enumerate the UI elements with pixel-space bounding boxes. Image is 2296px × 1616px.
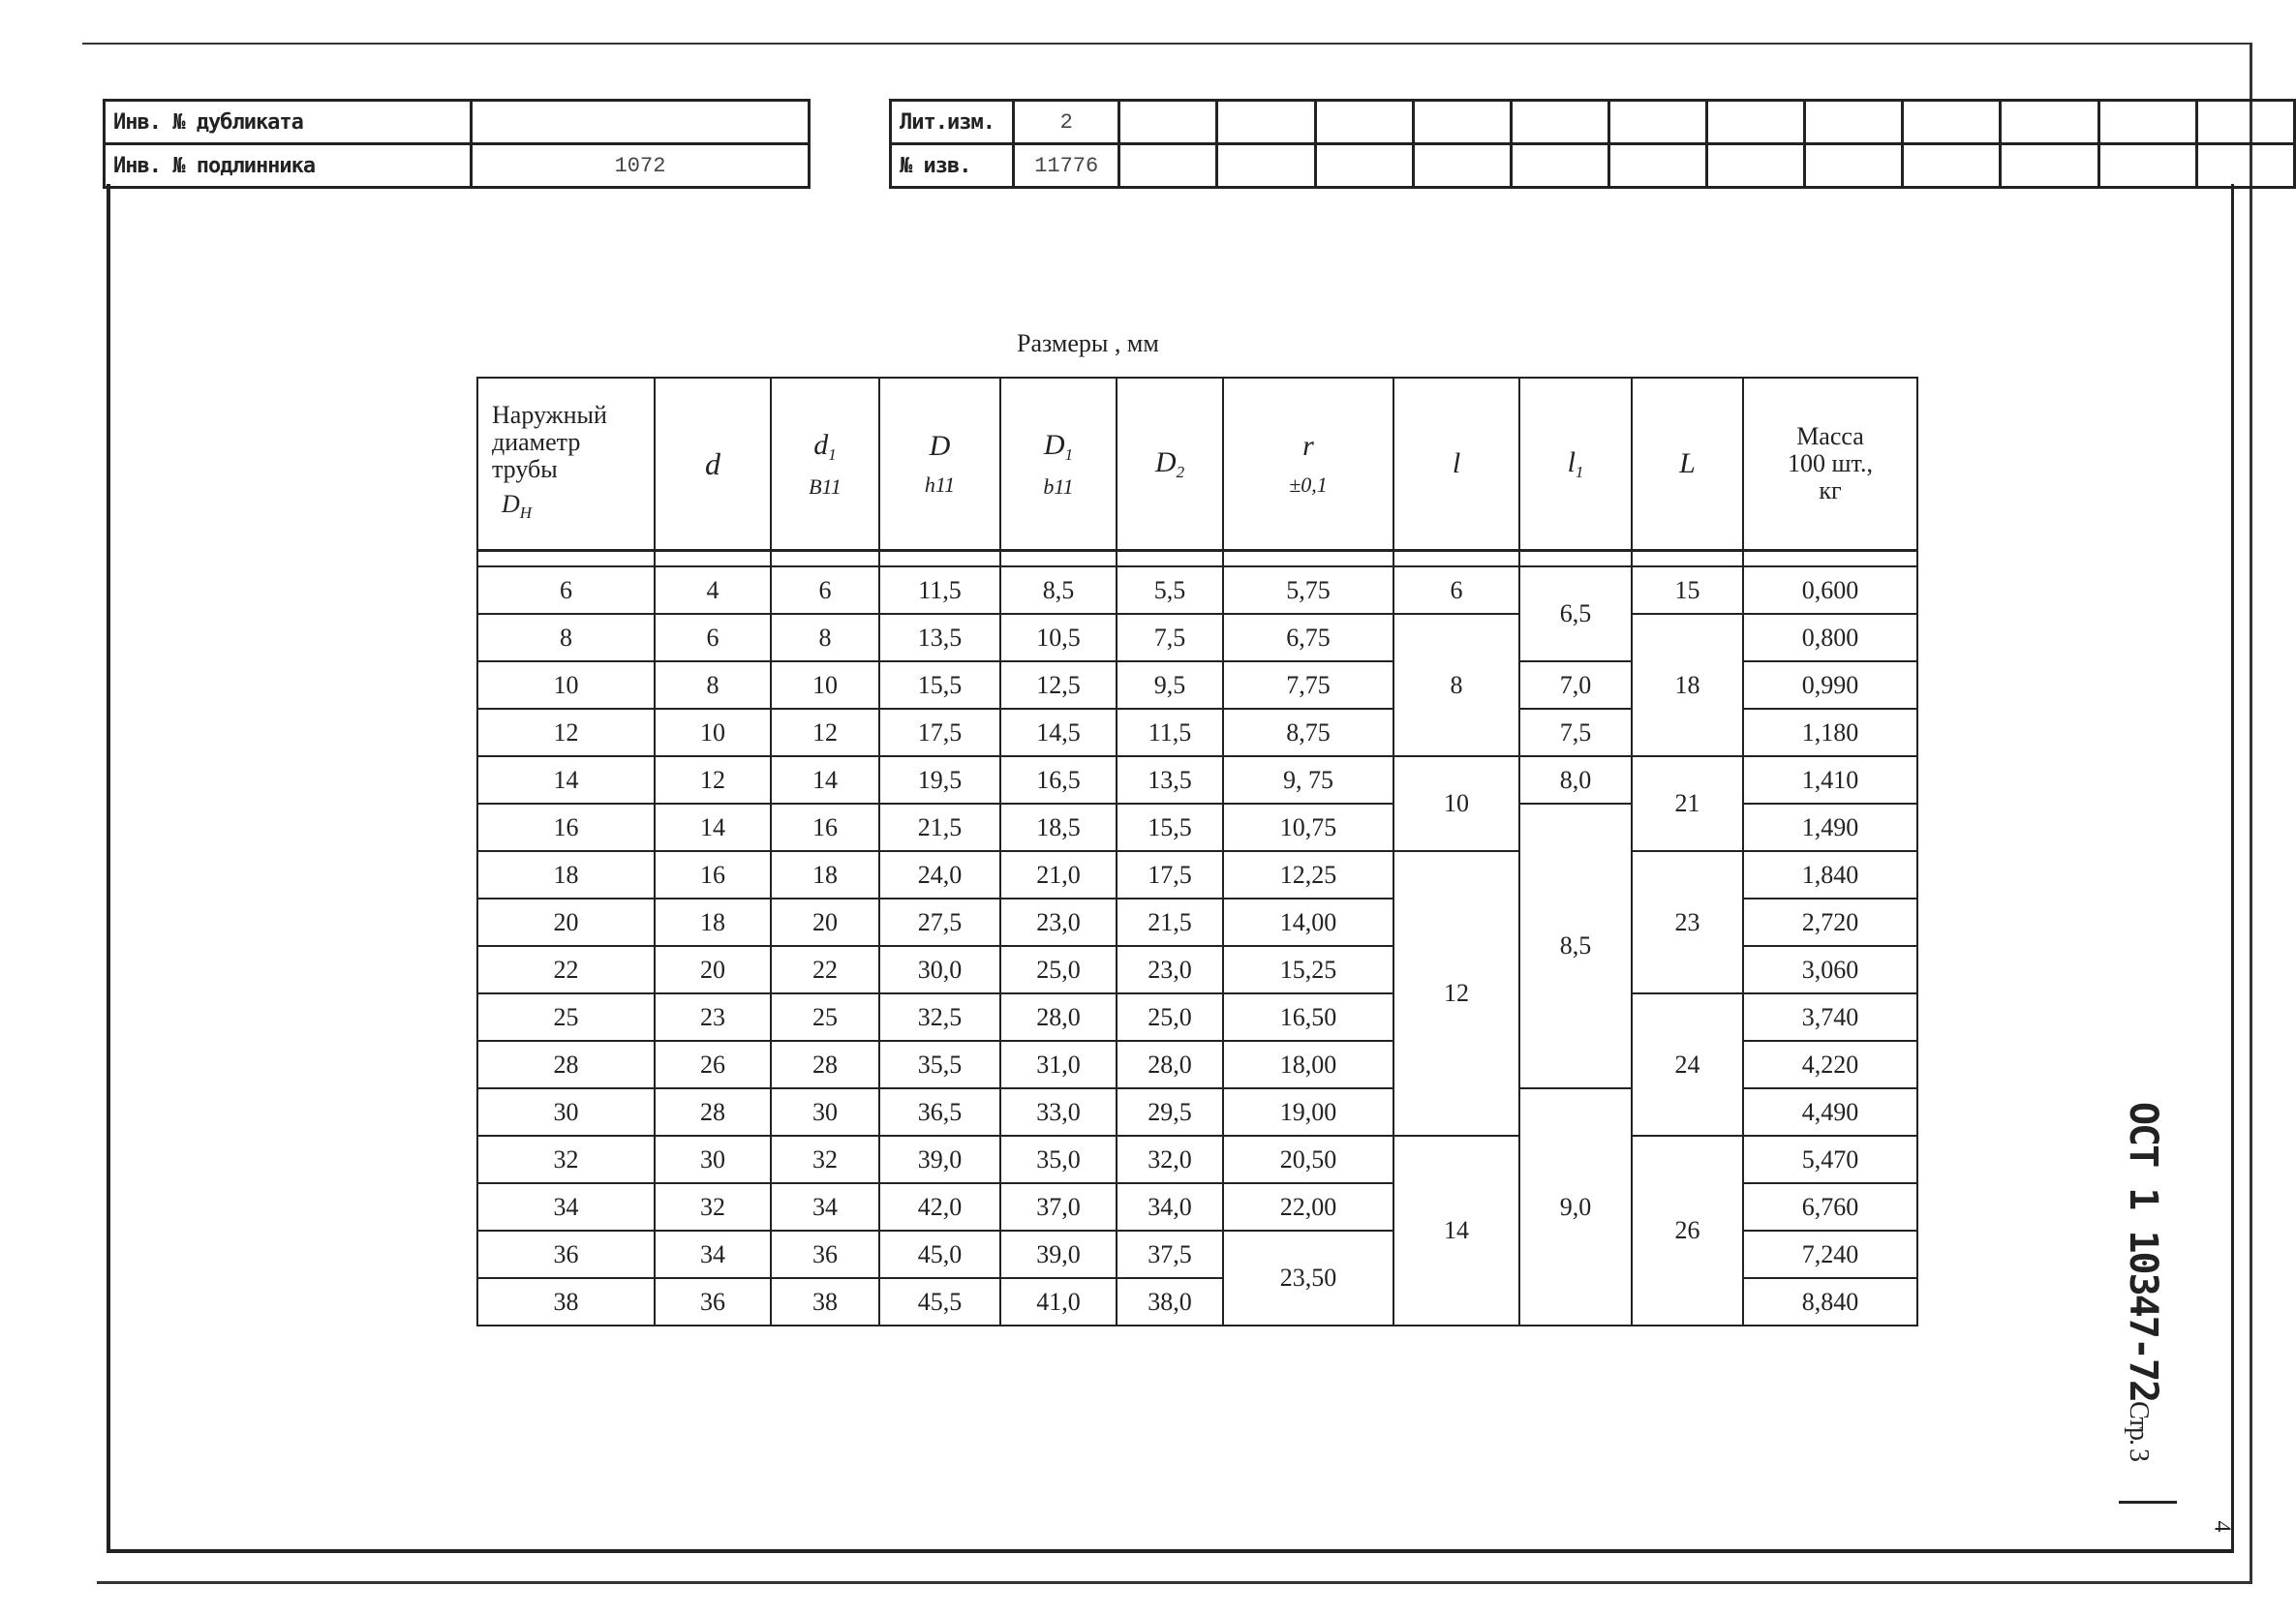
cell-mass: 0,800 <box>1743 614 1917 661</box>
cell-r: 23,50 <box>1223 1231 1393 1326</box>
cell-mass: 3,060 <box>1743 946 1917 993</box>
cell-D2: 38,0 <box>1117 1278 1223 1326</box>
cell-mass: 4,220 <box>1743 1041 1917 1088</box>
cell-d1: 16 <box>771 804 879 851</box>
cell-D: 32,5 <box>879 993 1000 1041</box>
cell-outer-diameter: 28 <box>477 1041 655 1088</box>
cell-D2: 23,0 <box>1117 946 1223 993</box>
cell-D2: 29,5 <box>1117 1088 1223 1136</box>
cell-l1: 6,5 <box>1519 566 1632 661</box>
cell-D: 39,0 <box>879 1136 1000 1183</box>
cell-D: 17,5 <box>879 709 1000 756</box>
cell-l: 8 <box>1393 614 1519 756</box>
cell-l1: 7,5 <box>1519 709 1632 756</box>
cell-d1: 12 <box>771 709 879 756</box>
cell-D: 30,0 <box>879 946 1000 993</box>
cell-D2: 7,5 <box>1117 614 1223 661</box>
cell-D1: 12,5 <box>1000 661 1117 709</box>
cell-r: 14,00 <box>1223 899 1393 946</box>
cell-d: 36 <box>655 1278 771 1326</box>
header-D1-tolerance: b11 <box>1043 473 1074 499</box>
cell-D: 45,5 <box>879 1278 1000 1326</box>
cell-L: 24 <box>1632 993 1743 1136</box>
cell-D: 19,5 <box>879 756 1000 804</box>
cell-d1: 10 <box>771 661 879 709</box>
cell-D1: 23,0 <box>1000 899 1117 946</box>
cell-l: 12 <box>1393 851 1519 1136</box>
cell-L: 26 <box>1632 1136 1743 1326</box>
cell-outer-diameter: 34 <box>477 1183 655 1231</box>
cell-D2: 28,0 <box>1117 1041 1223 1088</box>
header-r <box>1223 378 1393 551</box>
bottom-border-line <box>97 1581 2252 1584</box>
header-D-tolerance: h11 <box>924 473 956 497</box>
cell-d: 34 <box>655 1231 771 1278</box>
cell-L: 18 <box>1632 614 1743 756</box>
header-D2-symbol: D <box>1154 445 1177 478</box>
cell-d1: 18 <box>771 851 879 899</box>
cell-D: 36,5 <box>879 1088 1000 1136</box>
header-r-symbol: r <box>1302 430 1314 462</box>
cell-l1: 9,0 <box>1519 1088 1632 1326</box>
cell-d1: 36 <box>771 1231 879 1278</box>
cell-d: 10 <box>655 709 771 756</box>
table-row <box>477 614 1917 661</box>
cell-l1: 8,0 <box>1519 756 1632 804</box>
cell-mass: 2,720 <box>1743 899 1917 946</box>
header-D-symbol: D <box>929 430 951 462</box>
cell-D: 42,0 <box>879 1183 1000 1231</box>
cell-d: 32 <box>655 1183 771 1231</box>
cell-r: 8,75 <box>1223 709 1393 756</box>
cell-outer-diameter: 6 <box>477 566 655 614</box>
cell-L: 23 <box>1632 851 1743 993</box>
header-L: L <box>1632 378 1743 551</box>
cell-D1: 39,0 <box>1000 1231 1117 1278</box>
dimensions-table <box>476 377 1918 1326</box>
table-body <box>477 566 1917 1326</box>
cell-D: 35,5 <box>879 1041 1000 1088</box>
cell-d1: 30 <box>771 1088 879 1136</box>
cell-d1: 8 <box>771 614 879 661</box>
page-number: 4 <box>2209 1520 2235 1533</box>
table-row <box>477 851 1917 899</box>
cell-d1: 38 <box>771 1278 879 1326</box>
cell-mass: 1,410 <box>1743 756 1917 804</box>
cell-r: 20,50 <box>1223 1136 1393 1183</box>
cell-d: 14 <box>655 804 771 851</box>
cell-l1: 8,5 <box>1519 804 1632 1088</box>
cell-d1: 14 <box>771 756 879 804</box>
cell-D: 13,5 <box>879 614 1000 661</box>
cell-L: 21 <box>1632 756 1743 851</box>
cell-d1: 20 <box>771 899 879 946</box>
cell-r: 18,00 <box>1223 1041 1393 1088</box>
document-page: Стр. 3 <box>2124 1401 2155 1461</box>
cell-r: 12,25 <box>1223 851 1393 899</box>
cell-D1: 41,0 <box>1000 1278 1117 1326</box>
cell-D1: 35,0 <box>1000 1136 1117 1183</box>
header-d1-tolerance: B11 <box>809 473 842 499</box>
cell-mass: 5,470 <box>1743 1136 1917 1183</box>
header-l1-sub: 1 <box>1575 462 1584 481</box>
cell-outer-diameter: 32 <box>477 1136 655 1183</box>
header-D1-sub: 1 <box>1064 444 1074 464</box>
cell-r: 19,00 <box>1223 1088 1393 1136</box>
header-r-tolerance: ±0,1 <box>1289 473 1328 497</box>
cell-outer-diameter: 12 <box>477 709 655 756</box>
revision-letter-value: 2 <box>1014 101 1119 144</box>
cell-D1: 33,0 <box>1000 1088 1117 1136</box>
cell-d1: 34 <box>771 1183 879 1231</box>
cell-D1: 37,0 <box>1000 1183 1117 1231</box>
cell-outer-diameter: 22 <box>477 946 655 993</box>
cell-D: 45,0 <box>879 1231 1000 1278</box>
table-caption: Размеры , мм <box>1017 329 1159 357</box>
cell-d1: 32 <box>771 1136 879 1183</box>
cell-d1: 25 <box>771 993 879 1041</box>
cell-D1: 8,5 <box>1000 566 1117 614</box>
cell-outer-diameter: 20 <box>477 899 655 946</box>
cell-outer-diameter: 25 <box>477 993 655 1041</box>
header-d1-sub: 1 <box>828 444 837 464</box>
cell-r: 9, 75 <box>1223 756 1393 804</box>
header-D2 <box>1117 378 1223 551</box>
cell-d: 12 <box>655 756 771 804</box>
right-border-line <box>2250 43 2252 1582</box>
cell-l1: 7,0 <box>1519 661 1632 709</box>
cell-D1: 18,5 <box>1000 804 1117 851</box>
cell-D1: 10,5 <box>1000 614 1117 661</box>
cell-D: 15,5 <box>879 661 1000 709</box>
cell-outer-diameter: 30 <box>477 1088 655 1136</box>
header-outer-diameter-text: Наружный диаметр трубы <box>492 400 607 483</box>
cell-D1: 25,0 <box>1000 946 1117 993</box>
cell-D2: 37,5 <box>1117 1231 1223 1278</box>
revision-letter-label: Лит.изм. <box>891 101 1014 144</box>
cell-d: 16 <box>655 851 771 899</box>
stamp-left <box>103 99 811 189</box>
stamp-right <box>889 99 2296 189</box>
header-D2-sub: 2 <box>1176 462 1185 481</box>
header-l1 <box>1519 378 1632 551</box>
header-outer-diameter <box>477 378 655 551</box>
cell-mass: 3,740 <box>1743 993 1917 1041</box>
top-border-line <box>82 43 2251 45</box>
header-dn-sub: H <box>519 503 533 522</box>
cell-l: 14 <box>1393 1136 1519 1326</box>
table-row <box>477 566 1917 614</box>
table-row <box>477 756 1917 804</box>
cell-D2: 25,0 <box>1117 993 1223 1041</box>
cell-D2: 34,0 <box>1117 1183 1223 1231</box>
cell-outer-diameter: 14 <box>477 756 655 804</box>
cell-D1: 28,0 <box>1000 993 1117 1041</box>
cell-outer-diameter: 18 <box>477 851 655 899</box>
cell-d: 28 <box>655 1088 771 1136</box>
cell-r: 15,25 <box>1223 946 1393 993</box>
original-inventory-value: 1072 <box>472 144 810 188</box>
cell-mass: 1,180 <box>1743 709 1917 756</box>
cell-d1: 6 <box>771 566 879 614</box>
cell-D2: 13,5 <box>1117 756 1223 804</box>
cell-D1: 31,0 <box>1000 1041 1117 1088</box>
cell-mass: 4,490 <box>1743 1088 1917 1136</box>
cell-outer-diameter: 8 <box>477 614 655 661</box>
cell-mass: 1,490 <box>1743 804 1917 851</box>
cell-outer-diameter: 16 <box>477 804 655 851</box>
cell-D1: 16,5 <box>1000 756 1117 804</box>
notice-number-value: 11776 <box>1014 144 1119 188</box>
cell-d: 20 <box>655 946 771 993</box>
cell-r: 6,75 <box>1223 614 1393 661</box>
header-row <box>477 378 1917 551</box>
cell-D2: 15,5 <box>1117 804 1223 851</box>
cell-D2: 11,5 <box>1117 709 1223 756</box>
header-d: d <box>655 378 771 551</box>
header-d1 <box>771 378 879 551</box>
cell-L: 15 <box>1632 566 1743 614</box>
cell-D1: 21,0 <box>1000 851 1117 899</box>
cell-l: 10 <box>1393 756 1519 851</box>
header-D <box>879 378 1000 551</box>
header-l: l <box>1393 378 1519 551</box>
cell-D: 21,5 <box>879 804 1000 851</box>
cell-d: 6 <box>655 614 771 661</box>
cell-D2: 21,5 <box>1117 899 1223 946</box>
cell-D2: 17,5 <box>1117 851 1223 899</box>
header-mass <box>1743 378 1917 551</box>
cell-r: 5,75 <box>1223 566 1393 614</box>
cell-outer-diameter: 38 <box>477 1278 655 1326</box>
cell-D2: 32,0 <box>1117 1136 1223 1183</box>
cell-outer-diameter: 36 <box>477 1231 655 1278</box>
cell-mass: 8,840 <box>1743 1278 1917 1326</box>
table-row <box>477 993 1917 1041</box>
cell-d: 26 <box>655 1041 771 1088</box>
cell-d: 8 <box>655 661 771 709</box>
header-dn-symbol: D <box>502 489 520 518</box>
cell-D2: 5,5 <box>1117 566 1223 614</box>
header-D1-symbol: D <box>1043 428 1065 461</box>
cell-D: 24,0 <box>879 851 1000 899</box>
header-D1 <box>1000 378 1117 551</box>
duplicate-inventory-value <box>472 101 810 144</box>
cell-d: 4 <box>655 566 771 614</box>
document-number-box <box>2119 1094 2177 1504</box>
cell-mass: 6,760 <box>1743 1183 1917 1231</box>
duplicate-inventory-label: Инв. № дубликата <box>105 101 472 144</box>
cell-r: 22,00 <box>1223 1183 1393 1231</box>
cell-mass: 1,840 <box>1743 851 1917 899</box>
original-inventory-label: Инв. № подлинника <box>105 144 472 188</box>
cell-outer-diameter: 10 <box>477 661 655 709</box>
cell-mass: 7,240 <box>1743 1231 1917 1278</box>
cell-d: 23 <box>655 993 771 1041</box>
cell-D2: 9,5 <box>1117 661 1223 709</box>
header-d1-symbol: d <box>813 428 829 461</box>
cell-d: 30 <box>655 1136 771 1183</box>
table-row <box>477 1136 1917 1183</box>
notice-number-label: № изв. <box>891 144 1014 188</box>
cell-r: 16,50 <box>1223 993 1393 1041</box>
cell-mass: 0,600 <box>1743 566 1917 614</box>
cell-l: 6 <box>1393 566 1519 614</box>
cell-D: 27,5 <box>879 899 1000 946</box>
cell-D1: 14,5 <box>1000 709 1117 756</box>
cell-r: 7,75 <box>1223 661 1393 709</box>
cell-d: 18 <box>655 899 771 946</box>
cell-d1: 28 <box>771 1041 879 1088</box>
cell-d1: 22 <box>771 946 879 993</box>
cell-D: 11,5 <box>879 566 1000 614</box>
header-mass-text: Масса 100 шт., кг <box>1788 422 1873 504</box>
document-number: ОСТ 1 10347-72 <box>2121 1101 2166 1402</box>
cell-mass: 0,990 <box>1743 661 1917 709</box>
header-l1-symbol: l <box>1567 445 1576 478</box>
cell-r: 10,75 <box>1223 804 1393 851</box>
